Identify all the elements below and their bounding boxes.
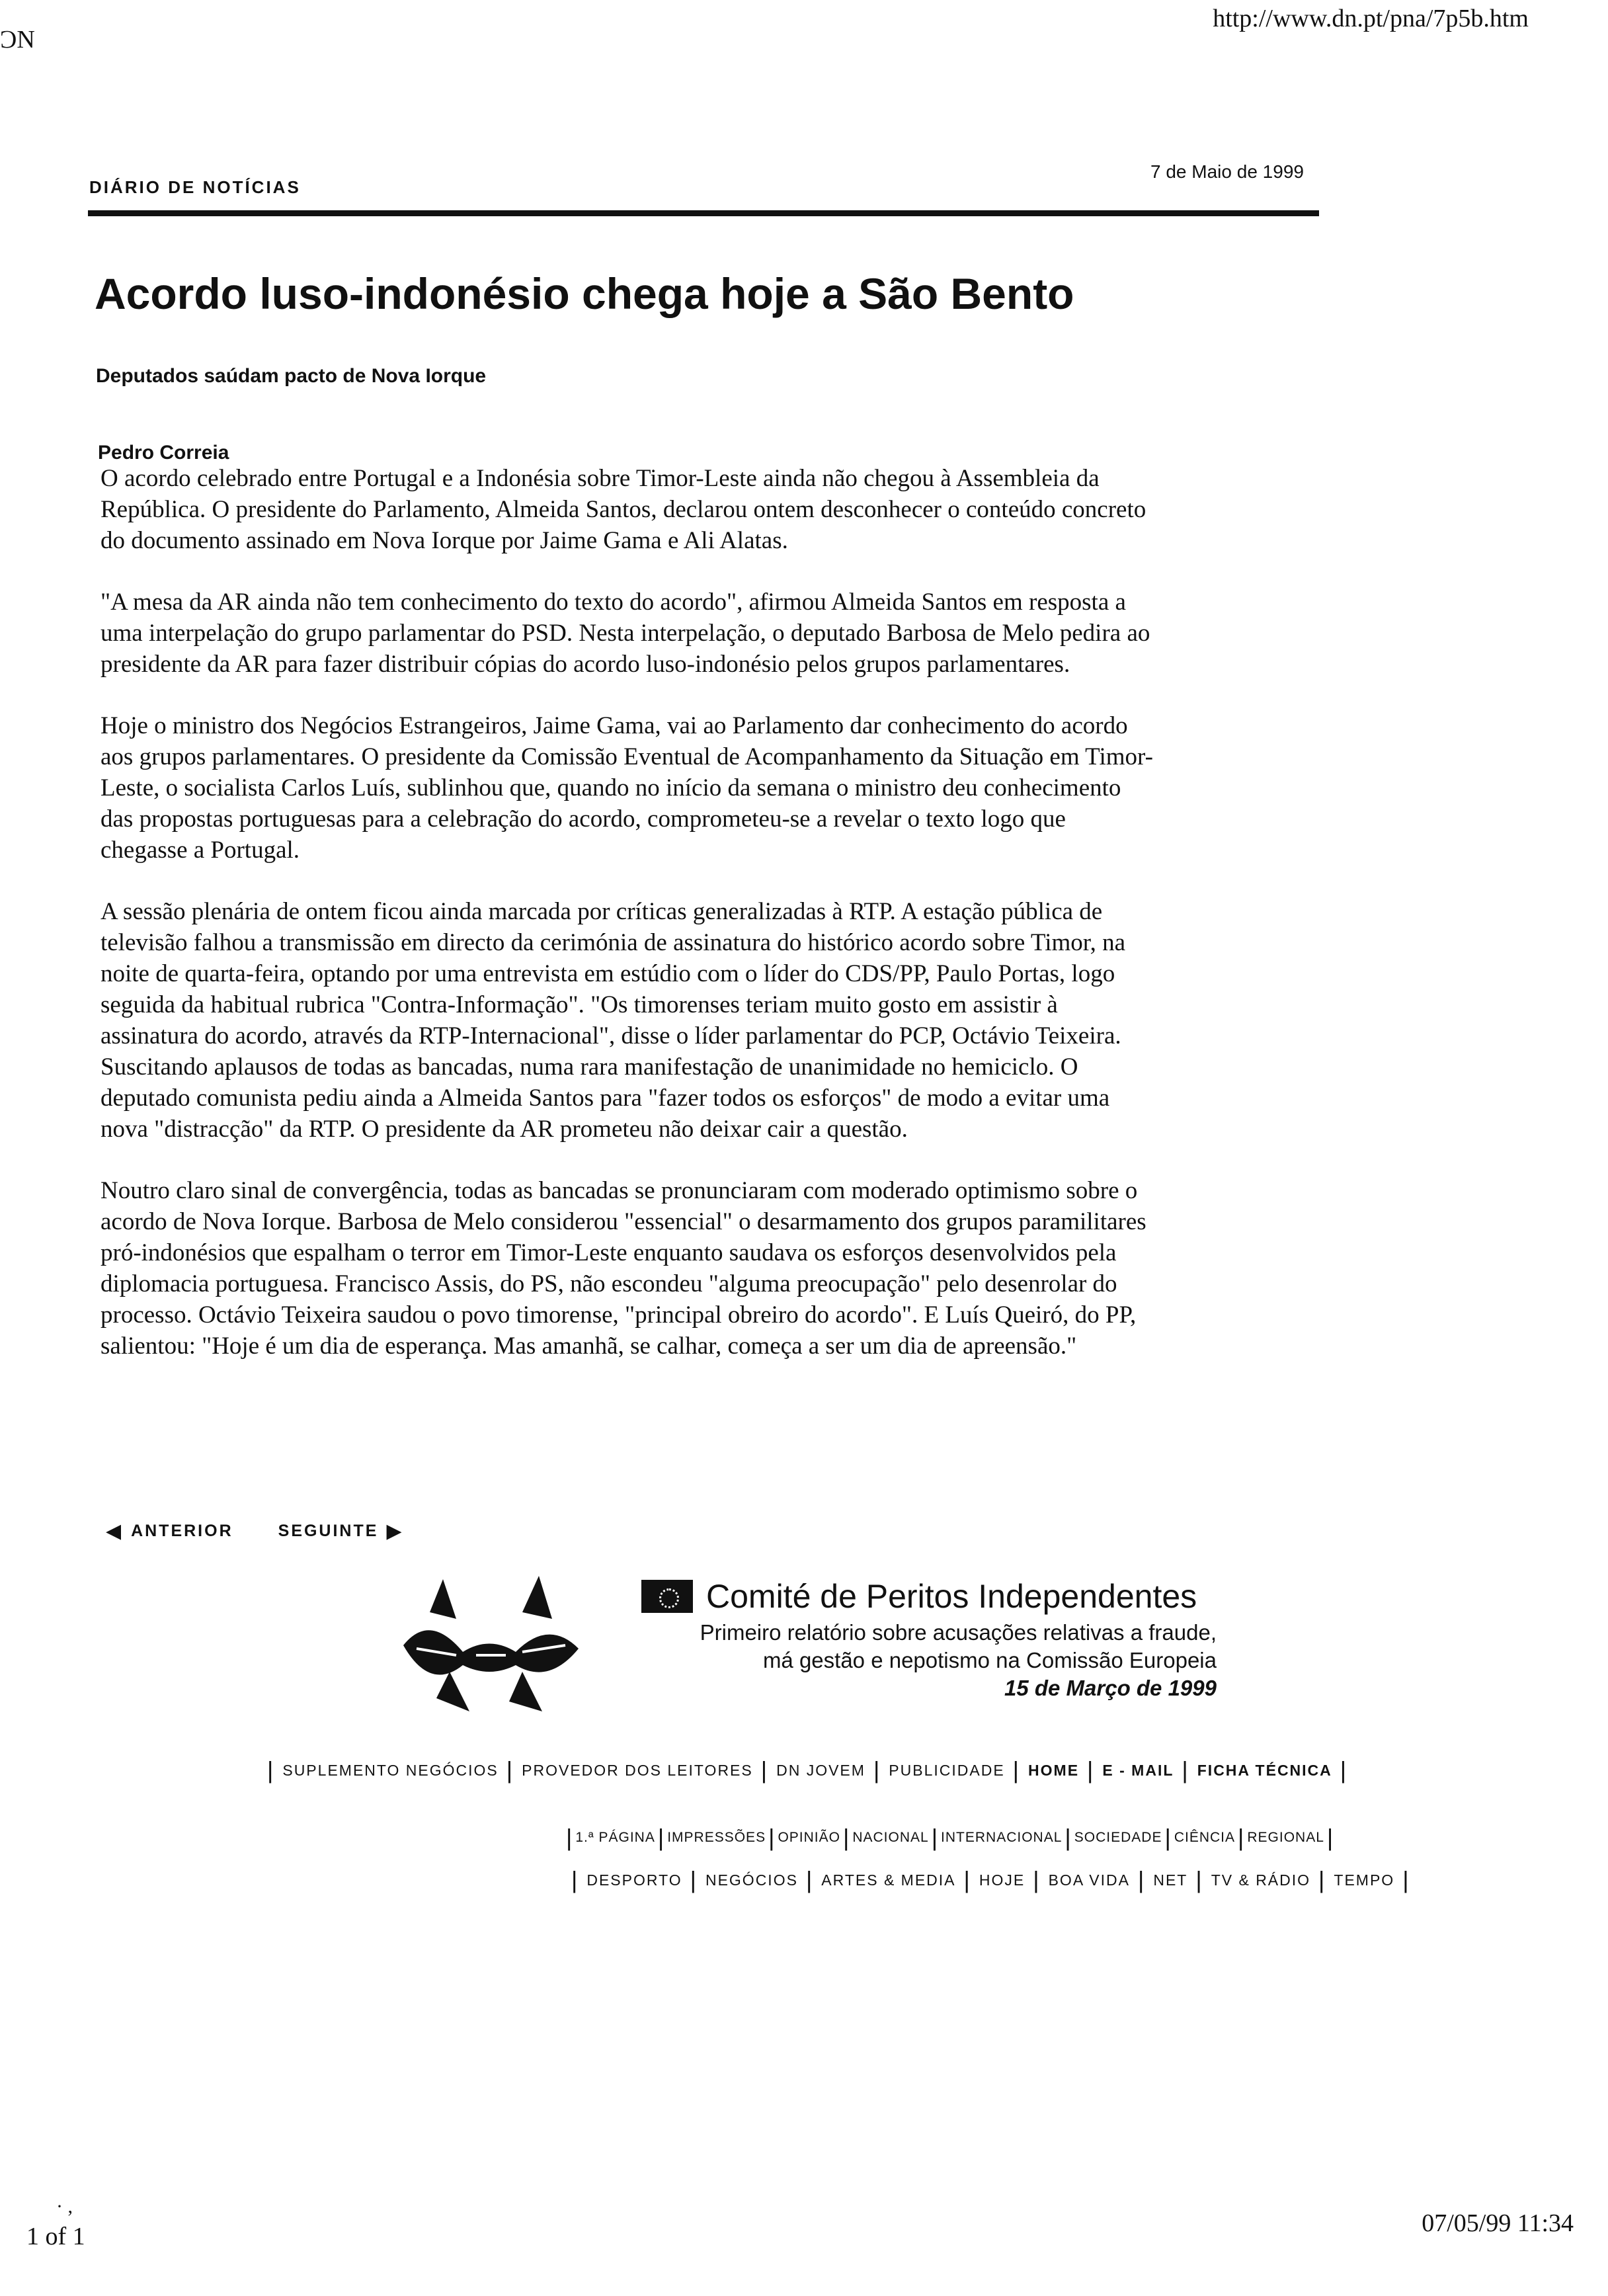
nav-row-topics	[563, 1866, 1418, 1894]
nav-row-services	[259, 1756, 1355, 1784]
nav-link-sociedade[interactable]: SOCIEDADE	[1074, 1830, 1162, 1845]
nav-link-suplemento-negocios[interactable]: SUPLEMENTO NEGÓCIOS	[282, 1761, 499, 1779]
masthead-logo: DIÁRIO DE NOTÍCIAS	[89, 177, 301, 197]
banner-line: má gestão e nepotismo na Comissão Europeia	[762, 1648, 1217, 1672]
nav-separator: |	[1195, 1866, 1203, 1893]
article-paragraph: A sessão plenária de ontem ficou ainda marcada por críticas generalizadas à RTP. A estação pública de televisão falhou a transmissão em directo da cerimónia de assinatura do histórico acordo sobre Timor, na noite de quarta-feira, optando por uma entrevista em estúdio com o líder do CDS/PP, Paulo Portas, logo seguida da habitual rubrica "Contra-Informação". "Os timorenses teriam muito gosto em assistir à assinatura do acordo, através da RTP-Internacional", disse o líder parlamentar do PCP, Octávio Teixeira. Suscitando aplausos de todas as bancadas, numa rara manifestação de unanimidade no hemiciclo. O deputado comunista pediu ainda a Almeida Santos para "fazer todos os esforços" de modo a evitar uma nova "distracção" da RTP. O presidente da AR prometeu não deixar cair a questão.	[100, 898, 1126, 1143]
article-pager	[106, 1520, 449, 1543]
article-paragraph: Noutro claro sinal de convergência, todas as bancadas se pronunciaram com moderado optimismo sobre o acordo de Nova Iorque. Barbosa de Melo considerou "essencial" o desarmamento dos grupos paramilitares pró-indonésios que espalham o terror em Timor-Leste enquanto saudava os esforços desenvolvidos pela diplomacia portuguesa. Francisco Assis, do PS, não escondeu "alguma preocupação" pelo desenrolar do processo. Octávio Teixeira saudou o povo timorense, "principal obreiro do acordo". E Luís Queiró, do PP, salientou: "Hoje é um dia de esperança. Mas amanhã, se calhar, começa a ser um dia de apreensão."	[100, 1177, 1146, 1360]
nav-link-tv-radio[interactable]: TV & RÁDIO	[1211, 1871, 1311, 1889]
arrow-left-icon: ◀	[106, 1520, 124, 1542]
nav-link-internacional[interactable]: INTERNACIONAL	[941, 1830, 1063, 1845]
nav-link-nacional[interactable]: NACIONAL	[852, 1830, 929, 1845]
nav-separator: |	[1033, 1866, 1041, 1893]
nav-link-tempo[interactable]: TEMPO	[1334, 1871, 1395, 1889]
nav-separator: |	[1164, 1824, 1172, 1851]
print-url: http://www.dn.pt/pna/7p5b.htm	[1213, 5, 1529, 32]
nav-separator: |	[931, 1824, 939, 1851]
corner-fragment-text: ƆN	[0, 26, 35, 54]
nav-separator: |	[1326, 1824, 1334, 1851]
nav-link-provedor-dos-leitores[interactable]: PROVEDOR DOS LEITORES	[522, 1761, 753, 1779]
nav-separator: |	[1137, 1866, 1146, 1893]
arrow-right-icon: ▶	[386, 1520, 404, 1542]
previous-link[interactable]	[106, 1520, 233, 1543]
banner-date: 15 de Março de 1999	[1004, 1676, 1217, 1700]
article-author: Pedro Correia	[98, 442, 229, 464]
nav-separator: |	[1182, 1756, 1189, 1784]
nav-separator: |	[506, 1756, 514, 1784]
nav-separator: |	[768, 1824, 776, 1851]
masthead-divider	[88, 210, 1319, 216]
next-link[interactable]	[278, 1520, 404, 1543]
nav-link-boa-vida[interactable]: BOA VIDA	[1048, 1871, 1130, 1889]
nav-link-email[interactable]: E - MAIL	[1102, 1761, 1174, 1779]
nav-link-negocios[interactable]: NEGÓCIOS	[705, 1871, 798, 1889]
nav-link-regional[interactable]: REGIONAL	[1247, 1830, 1324, 1845]
nav-separator: |	[1340, 1756, 1348, 1784]
article-paragraph: O acordo celebrado entre Portugal e a Indonésia sobre Timor-Leste ainda não chegou à Assembleia da República. O presidente do Parlamento, Almeida Santos, declarou ontem desconhecer o conteúdo concreto do documento assinado em Nova Iorque por Jaime Gama e Ali Alatas.	[100, 465, 1146, 554]
previous-label: ANTERIOR	[131, 1522, 233, 1540]
article-title: Acordo luso-indonésio chega hoje a São Bento	[95, 269, 1074, 318]
banner-header[interactable]	[641, 1577, 1197, 1616]
nav-link-publicidade[interactable]: PUBLICIDADE	[889, 1761, 1005, 1779]
nav-link-artes-media[interactable]: ARTES & MEDIA	[821, 1871, 956, 1889]
nav-separator: |	[805, 1866, 814, 1893]
nav-separator: |	[571, 1866, 579, 1893]
page-count: 1 of 1	[26, 2223, 85, 2250]
banner-decorative-emblem-icon[interactable]	[390, 1573, 588, 1715]
eu-flag-icon	[641, 1580, 693, 1613]
masthead-date: 7 de Maio de 1999	[1150, 161, 1304, 182]
nav-row-sections	[563, 1824, 1336, 1852]
nav-link-ficha-tecnica[interactable]: FICHA TÉCNICA	[1197, 1761, 1332, 1779]
scan-mark: · ,	[56, 2195, 73, 2217]
nav-separator: |	[873, 1756, 881, 1784]
banner-title: Comité de Peritos Independentes	[706, 1578, 1197, 1615]
article-paragraph: "A mesa da AR ainda não tem conhecimento do texto do acordo", afirmou Almeida Santos em resposta a uma interpelação do grupo parlamentar do PSD. Nesta interpelação, o deputado Barbosa de Melo pedira ao presidente da AR para fazer distribuir cópias do acordo luso-indonésio pelos grupos parlamentares.	[100, 589, 1150, 678]
nav-separator: |	[1402, 1866, 1410, 1893]
article-subtitle: Deputados saúdam pacto de Nova Iorque	[96, 365, 487, 387]
nav-link-dn-jovem[interactable]: DN JOVEM	[776, 1761, 865, 1779]
nav-link-opiniao[interactable]: OPINIÃO	[778, 1830, 840, 1845]
nav-link-net[interactable]: NET	[1153, 1871, 1188, 1889]
nav-separator: |	[842, 1824, 850, 1851]
article-body	[100, 463, 1158, 1392]
nav-link-hoje[interactable]: HOJE	[979, 1871, 1025, 1889]
article-paragraph: Hoje o ministro dos Negócios Estrangeiros, Jaime Gama, vai ao Parlamento dar conhecimento do acordo aos grupos parlamentares. O presidente da Comissão Eventual de Acompanhamento da Situação em Timor-Leste, o socialista Carlos Luís, sublinhou que, quando no início da semana o ministro deu conhecimento das propostas portuguesas para a celebração do acordo, comprometeu-se a revelar o texto logo que chegasse a Portugal.	[100, 712, 1153, 864]
nav-separator: |	[1238, 1824, 1245, 1851]
nav-separator: |	[566, 1824, 573, 1851]
nav-separator: |	[1318, 1866, 1326, 1893]
nav-link-primeira-pagina[interactable]: 1.ª PÁGINA	[575, 1830, 655, 1845]
nav-separator: |	[690, 1866, 698, 1893]
nav-link-home[interactable]: HOME	[1028, 1761, 1080, 1779]
nav-link-ciencia[interactable]: CIÊNCIA	[1174, 1830, 1236, 1845]
nav-separator: |	[760, 1756, 769, 1784]
nav-separator: |	[1065, 1824, 1072, 1851]
nav-separator: |	[657, 1824, 665, 1851]
nav-separator: |	[267, 1756, 275, 1784]
nav-separator: |	[1012, 1756, 1021, 1784]
banner-line: Primeiro relatório sobre acusações relativas a fraude,	[700, 1620, 1217, 1645]
print-timestamp: 07/05/99 11:34	[1422, 2209, 1574, 2237]
banner-description[interactable]	[595, 1619, 1217, 1702]
nav-link-impressoes[interactable]: IMPRESSÕES	[667, 1830, 766, 1845]
next-label: SEGUINTE	[278, 1522, 379, 1540]
nav-separator: |	[1087, 1756, 1095, 1784]
nav-separator: |	[963, 1866, 971, 1893]
nav-link-desporto[interactable]: DESPORTO	[586, 1871, 682, 1889]
